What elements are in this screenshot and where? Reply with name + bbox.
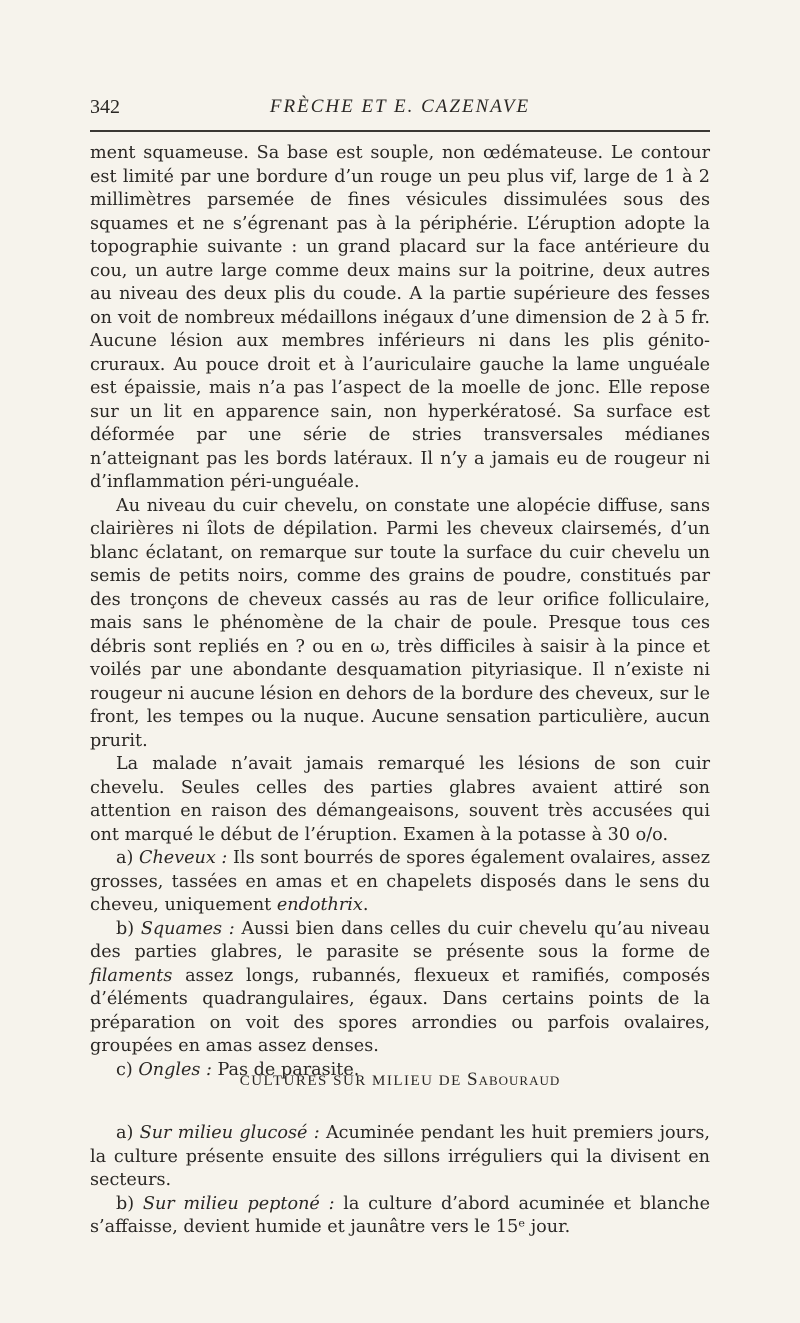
paragraph-glucose (90, 1122, 710, 1193)
paragraph-lesions: ment squameuse. Sa base est souple, non œdémateuse. Le contour est limité par une bordure d’un rouge un peu plus vif, large de 1 à 2 millimètres parsemée de fines vésicules dissimulées sous des squames et ne s’égrenant pas à la périphérie. L’éruption adopte la topographie suivante : un grand placard sur la face antérieure du cou, un autre large comme deux mains sur la poitrine, deux autres au niveau des deux plis du coude. A la partie supérieure des fesses on voit de nombreux médaillons inégaux d’une dimension de 2 à 5 fr. Aucune lésion aux membres inférieurs ni dans les plis génito-cruraux. Au pouce droit et à l’auriculaire gauche la lame unguéale est épaissie, mais n’a pas l’aspect de la moelle de jonc. Elle repose sur un lit en apparence sain, non hyperkératosé. Sa surface est déformée par une série de stries transversales médianes n’atteignant pas les bords latéraux. Il n’y a jamais eu de rougeur ni d’inflammation péri-unguéale. (90, 143, 710, 492)
item-label: Sur milieu peptoné : (142, 1193, 335, 1214)
paragraph-history: La malade n’avait jamais remarqué les lésions de son cuir chevelu. Seules celles des parties glabres avaient attiré son attention en raison des démangeaisons, souvent très accusées qui ont marqué le début de l’éruption. Examen à la potasse à 30 o/o. (90, 754, 710, 845)
paragraph-hair (90, 847, 710, 918)
body-text (90, 142, 710, 1082)
item-end: assez longs, rubannés, flexueux et ramifiés, composés d’éléments quadrangulaires, égaux. Dans certains points de la préparation on voit des spores arrondies ou parfois ovalaires, groupées en amas assez denses. (90, 965, 710, 1056)
running-head: FRÈCHE ET E. CAZENAVE (269, 96, 531, 117)
item-end: . (362, 895, 369, 915)
section-heading-prefix: CULTURES SUR MILIEU DE (239, 1073, 468, 1089)
item-text: Aussi bien dans celles du cuir chevelu qu’au niveau des parties glabres, le parasite se présente sous la forme de (90, 918, 710, 962)
paragraph-peptone (90, 1193, 710, 1240)
page-header (90, 96, 710, 126)
item-marker: a) (116, 1123, 140, 1143)
section-heading-name: Sabouraud (467, 1069, 561, 1090)
item-emphasis: filaments (90, 965, 173, 986)
page-number: 342 (90, 96, 120, 118)
item-text: Acuminée pendant les huit premiers jours, la culture présente ensuite des sillons irréguliers qui la divisent en secteurs. (90, 1123, 711, 1190)
paragraph-scalp: Au niveau du cuir chevelu, on constate une alopécie diffuse, sans clairières ni îlots de dépilation. Parmi les cheveux clairsemés, d’un blanc éclatant, on remarque sur toute la surface du cuir chevelu un semis de petits noirs, comme des grains de poudre, constitués par des tronçons de cheveux cassés au ras de leur orifice folliculaire, mais sans le phénomène de la chair de poule. Presque tous ces débris sont repliés en ? ou en ω, très difficiles à saisir à la pince et voilés par une abondante desquamation pityriasique. Il n’existe ni rougeur ni aucune lésion en dehors de la bordure des cheveux, sur le front, les tempes ou la nuque. Aucune sensation particulière, aucun prurit. (90, 495, 710, 751)
header-rule (90, 130, 710, 132)
item-marker: c) (116, 1059, 139, 1080)
cultures-text (90, 1122, 710, 1240)
item-marker: a) (116, 848, 139, 868)
item-label: Sur milieu glucosé : (139, 1123, 320, 1143)
item-text: la culture d’abord acuminée et blanche s’affaisse, devient humide et jaunâtre vers le 15ᵉ jour. (90, 1193, 710, 1237)
item-label: Squames : (140, 918, 235, 939)
item-marker: b) (116, 1193, 143, 1214)
item-label: Ongles : (138, 1059, 212, 1080)
item-text: Pas de parasite. (211, 1059, 360, 1080)
section-heading (90, 1069, 710, 1091)
item-emphasis: endothrix (276, 895, 363, 915)
item-label: Cheveux : (138, 848, 228, 868)
item-marker: b) (116, 918, 141, 939)
paragraph-scales (90, 918, 710, 1059)
item-text: Ils sont bourrés de spores également ovalaires, assez grosses, tassées en amas et en chapelets disposés dans le sens du cheveu, uniquement (90, 848, 710, 915)
